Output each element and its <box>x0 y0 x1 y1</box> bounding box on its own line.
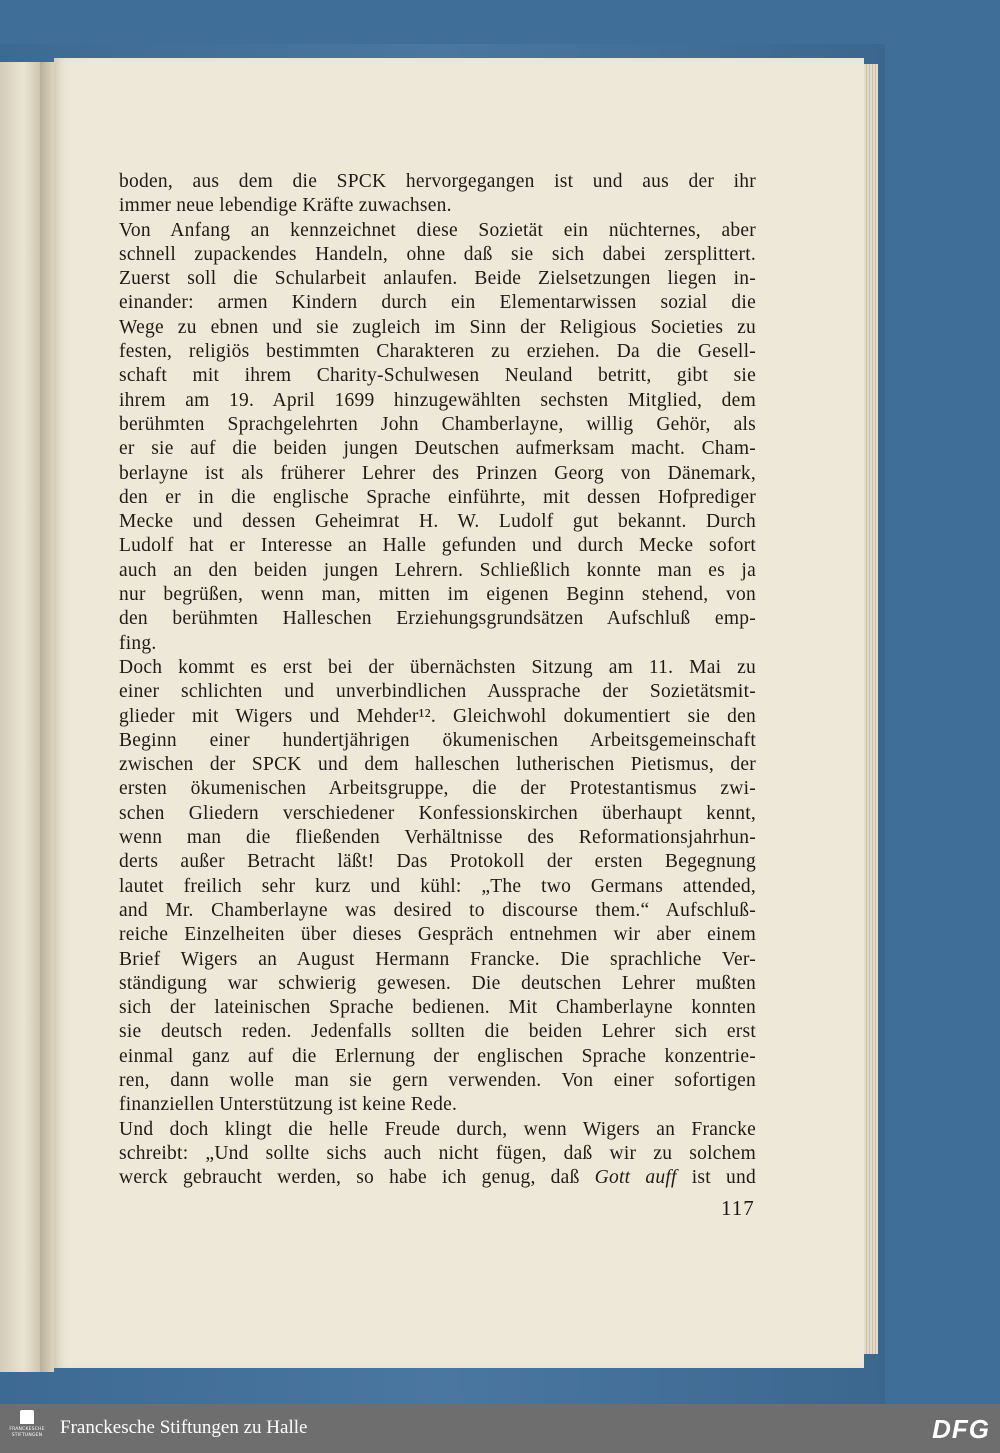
text-run: werck gebraucht werden, so habe ich genug, daß <box>119 1167 595 1189</box>
logo-text: FRANCKESCHE STIFTUNGEN <box>9 1427 45 1438</box>
footer-title[interactable]: Franckesche Stiftungen zu Halle <box>60 1417 308 1438</box>
text-line: Ludolf hat er Interesse an Halle gefunden und durch Mecke sofort <box>119 535 756 557</box>
text-run: ist und <box>676 1167 756 1189</box>
text-line: and Mr. Chamberlayne was desired to discourse them.“ Aufschluß- <box>119 899 756 921</box>
text-line: fing. <box>119 632 157 654</box>
page-text <box>119 170 756 1190</box>
text-line: Und doch klingt die helle Freude durch, wenn Wigers an Francke <box>119 1118 756 1140</box>
text-line: Wege zu ebnen und sie zugleich im Sinn der Religious Societies zu <box>119 316 756 338</box>
left-page-edge <box>0 62 41 1372</box>
text-line: wenn man die fließenden Verhältnisse des Reformationsjahrhun- <box>119 827 756 849</box>
book-gutter <box>40 62 54 1372</box>
franckesche-logo[interactable] <box>6 1410 48 1448</box>
text-line: schaft mit ihrem Charity-Schulwesen Neuland betritt, gibt sie <box>119 365 756 387</box>
italic-phrase: Gott auff <box>594 1167 677 1189</box>
text-line: Mecke und dessen Geheimrat H. W. Ludolf gut bekannt. Durch <box>119 511 756 533</box>
text-line: Von Anfang an kennzeichnet diese Sozietät ein nüchternes, aber <box>119 219 756 241</box>
text-line: berlayne ist als früherer Lehrer des Prinzen Georg von Dänemark, <box>119 462 756 484</box>
text-line: Beginn einer hundertjährigen ökumenischen Arbeitsgemeinschaft <box>119 729 756 751</box>
dfg-logo[interactable]: DFG <box>932 1414 990 1444</box>
text-line: zwischen der SPCK und dem halleschen lutherischen Pietismus, der <box>119 754 756 776</box>
text-line: reiche Einzelheiten über dieses Gespräch entnehmen wir aber einem <box>119 924 756 946</box>
text-line: ren, dann wolle man sie gern verwenden. Von einer sofortigen <box>119 1069 756 1091</box>
text-line: berühmten Sprachgelehrten John Chamberlayne, willig Gehör, als <box>119 413 756 435</box>
text-line: einander: armen Kindern durch ein Elementarwissen sozial die <box>119 292 756 314</box>
text-line: er sie auf die beiden jungen Deutschen aufmerksam macht. Cham- <box>119 438 756 460</box>
text-line: den er in die englische Sprache einführte, mit dessen Hofprediger <box>119 486 756 508</box>
text-line: Brief Wigers an August Hermann Francke. Die sprachliche Ver- <box>119 948 756 970</box>
text-line: schnell zupackendes Handeln, ohne daß sie sich dabei zersplittert. <box>119 243 756 265</box>
text-line: nur begrüßen, wenn man, mitten im eigenen Beginn stehend, von <box>119 584 756 606</box>
text-line: einer schlichten und unverbindlichen Aussprache der Sozietätsmit- <box>119 681 756 703</box>
text-line: derts außer Betracht läßt! Das Protokoll der ersten Begegnung <box>119 851 756 873</box>
text-line: finanziellen Unterstützung ist keine Rede. <box>119 1094 458 1116</box>
text-line: ihrem am 19. April 1699 hinzugewählten sechsten Mitglied, dem <box>119 389 756 411</box>
text-line: einmal ganz auf die Erlernung der englischen Sprache konzentrie- <box>119 1045 756 1067</box>
building-icon <box>20 1410 34 1424</box>
text-line: lautet freilich sehr kurz und kühl: „The two Germans attended, <box>119 875 756 897</box>
text-line: immer neue lebendige Kräfte zuwachsen. <box>119 195 452 217</box>
text-line: ständigung war schwierig gewesen. Die deutschen Lehrer mußten <box>119 972 756 994</box>
text-line: Doch kommt es erst bei der übernächsten Sitzung am 11. Mai zu <box>119 656 756 678</box>
text-line <box>119 1166 756 1190</box>
text-line: den berühmten Halleschen Erziehungsgrundsätzen Aufschluß emp- <box>119 608 756 630</box>
text-line: auch an den beiden jungen Lehrern. Schließlich konnte man es ja <box>119 559 756 581</box>
viewer-footer <box>0 1404 1000 1453</box>
text-line: Zuerst soll die Schularbeit anlaufen. Beide Zielsetzungen liegen in- <box>119 268 756 290</box>
text-line: glieder mit Wigers und Mehder¹². Gleichwohl dokumentiert sie den <box>119 705 756 727</box>
page-number: 117 <box>721 1196 755 1220</box>
text-line: ersten ökumenischen Arbeitsgruppe, die der Protestantismus zwi- <box>119 778 756 800</box>
text-line: sich der lateinischen Sprache bedienen. Mit Chamberlayne konnten <box>119 997 756 1019</box>
text-line: festen, religiös bestimmten Charakteren zu erziehen. Da die Gesell- <box>119 341 756 363</box>
text-line: schreibt: „Und sollte sichs auch nicht fügen, daß wir zu solchem <box>119 1142 756 1164</box>
text-line: schen Gliedern verschiedener Konfessionskirchen überhaupt kennt, <box>119 802 756 824</box>
text-line: boden, aus dem die SPCK hervorgegangen ist und aus der ihr <box>119 171 756 192</box>
text-line: sie deutsch reden. Jedenfalls sollten die beiden Lehrer sich erst <box>119 1021 756 1043</box>
